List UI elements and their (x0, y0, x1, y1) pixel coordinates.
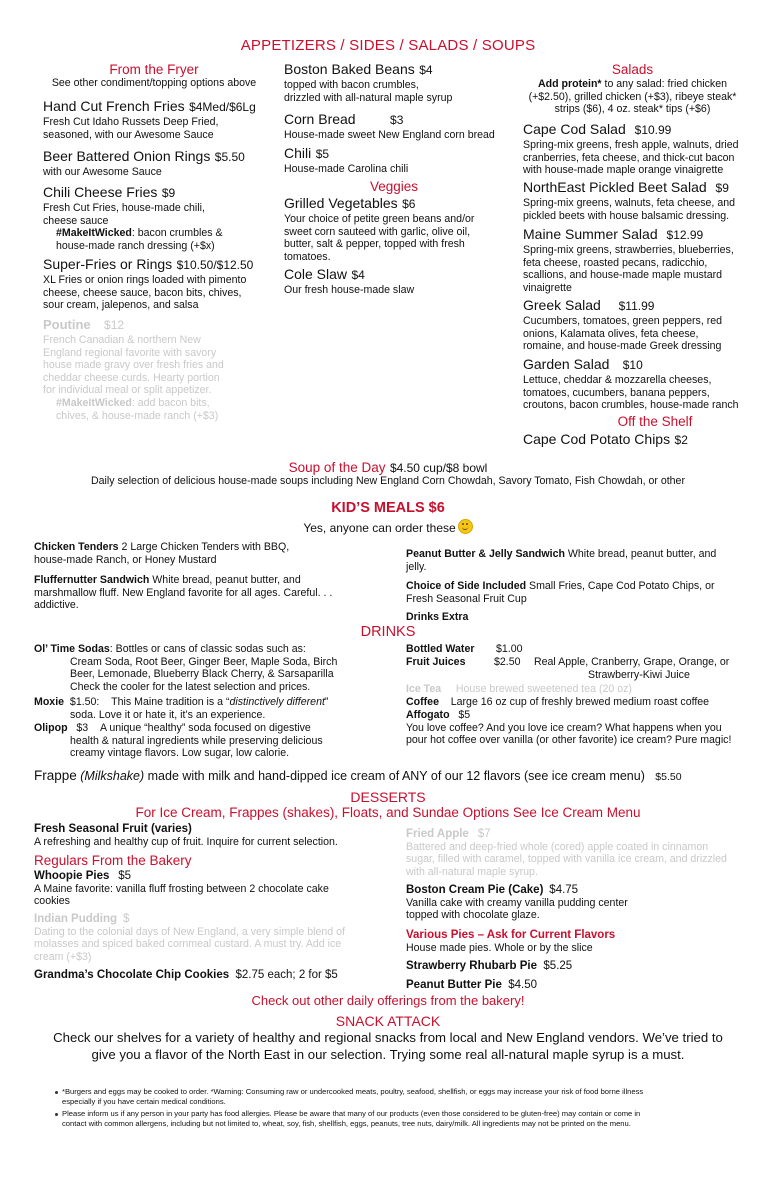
item-desc: Battered and deep-fried whole (cored) apple coated in cinnamon (406, 840, 709, 853)
drink-item-water (406, 643, 761, 656)
menu-item-chili-fries (43, 184, 278, 252)
item-desc: vinaigrette (523, 281, 572, 294)
protein-text: to any salad: fried chicken (601, 78, 727, 90)
item-desc: cheese sauce (43, 214, 109, 227)
fryer-section (34, 62, 274, 90)
item-desc: House-made Carolina chili (284, 163, 409, 175)
item-desc: cream (+$3) (34, 950, 92, 963)
item-price: $5.25 (543, 960, 573, 972)
smile-icon (458, 519, 473, 534)
item-price: $6 (402, 197, 416, 211)
item-desc: Our fresh house-made slaw (284, 284, 415, 296)
item-name: Fruit Juices (406, 656, 466, 668)
item-desc: : add bacon bits, (131, 396, 210, 409)
item-desc: Cucumbers, tomatoes, green peppers, red (523, 315, 723, 327)
item-desc: made with milk and hand-dipped ice cream of ANY of our 12 flavors (see ice cream menu) (144, 769, 645, 783)
item-desc: Cream Soda, Root Beer, Ginger Beer, Maple Soda, Birch (70, 655, 338, 668)
footnote-text: especially if you have certain medical conditions. (62, 1097, 226, 1106)
item-name: Chili Cheese Fries (43, 184, 158, 200)
item-desc: Check the cooler for the latest selection and prices. (70, 680, 311, 693)
item-desc: A refreshing and healthy cup of fruit. Inquire for current selection. (34, 835, 338, 848)
item-name: Moxie (34, 696, 65, 708)
item-desc: Real Apple, Cranberry, Grape, Orange, or (534, 656, 730, 668)
item-price: $12.99 (666, 228, 704, 242)
item-desc: Vanilla cake with creamy vanilla pudding center (406, 896, 628, 909)
drink-item-moxie (34, 696, 379, 721)
item-name: Strawberry Rhubarb Pie (406, 960, 538, 972)
item-desc: Dating to the colonial days of New England, a very simple blend of (34, 925, 345, 938)
drink-item-frappe (34, 768, 774, 783)
item-name: Grandma’s Chocolate Chip Cookies (34, 969, 230, 981)
item-price: $5.50 (655, 771, 682, 783)
menu-item-super-fries (43, 256, 278, 312)
drink-item-olipop (34, 722, 379, 760)
drinks-title: DRINKS (360, 624, 416, 640)
item-desc: House-made sweet New England corn bread (284, 129, 495, 141)
item-name: Beer Battered Onion Rings (43, 148, 211, 164)
item-price: $4.50 (508, 979, 538, 991)
item-desc: Spring-mix greens, strawberries, blueberries, (523, 244, 734, 256)
page-title: APPETIZERS / SIDES / SALADS / SOUPS (240, 37, 536, 54)
drink-item-coffee (406, 696, 761, 709)
item-price: $7 (477, 828, 491, 840)
item-desc: house made gravy over fresh fries and (43, 359, 224, 372)
protein-note (520, 78, 745, 116)
menu-item-onion-rings (43, 148, 278, 179)
drink-item-sodas (34, 643, 379, 693)
snack-line: Check our shelves for a variety of healthy and regional snacks from local and New England vendors. We’ve tried to (53, 1030, 723, 1045)
item-name: Chili (284, 145, 312, 161)
item-name: Whoopie Pies (34, 870, 110, 882)
soup-price: $4.50 cup/$8 bowl (389, 461, 488, 475)
salads-title: Salads (611, 62, 654, 77)
item-name: Boston Baked Beans (284, 61, 415, 77)
item-price: $5.50 (214, 150, 245, 164)
menu-item-poutine (43, 316, 278, 422)
item-desc: sour cream, jalepenos, and salsa (43, 299, 199, 312)
item-desc: cookies (34, 895, 70, 908)
kids-title: KID’S MEALS $6 (331, 500, 445, 516)
item-name: Peanut Butter Pie (406, 979, 502, 991)
desserts-title: DESSERTS (350, 789, 426, 805)
item-desc: Fresh Cut Fries, house-made chili, (43, 202, 205, 214)
item-desc: Fresh Cut Idaho Russets Deep Fried, (43, 116, 219, 128)
item-price: $4 (419, 63, 433, 77)
item-name: Indian Pudding (34, 913, 118, 925)
make-it-wicked-tag: #MakeItWicked (56, 227, 132, 240)
menu-item-chili (284, 145, 519, 176)
item-desc: with house-made maple orange vinaigrette (523, 164, 724, 177)
drink-item-juices (406, 656, 761, 682)
item-name: Affogato (406, 709, 450, 721)
snack-text (0, 1030, 776, 1063)
snack-title: SNACK ATTACK (335, 1013, 441, 1029)
footnote-allergy (55, 1109, 752, 1129)
item-name: Fluffernutter Sandwich (34, 574, 150, 586)
item-desc: house-made ranch dressing (+$x) (56, 239, 215, 252)
item-name: Cape Cod Salad (523, 121, 626, 137)
item-desc: cranberries, feta cheese, and thick-cut bacon (523, 151, 735, 164)
veggies-title: Veggies (369, 179, 419, 194)
footnote-consumer-warning (55, 1087, 752, 1107)
item-desc: molasses and spiced baked cornmeal custard. A must try. Add ice (34, 938, 342, 951)
item-name: Peanut Butter & Jelly Sandwich (406, 548, 565, 560)
protein-label: Add protein* (538, 78, 602, 90)
item-name: Coffee (406, 696, 439, 708)
item-desc: cheddar cheese curds. Hearty portion (43, 371, 220, 384)
item-desc: drizzled with all-natural maple syrup (284, 91, 453, 104)
protein-text: strips ($6), 4 oz. steak* tips (+$6) (554, 103, 711, 116)
item-name: Chicken Tenders (34, 541, 119, 553)
item-price: $11.99 (618, 299, 655, 313)
menu-item-baked-beans (284, 61, 519, 104)
item-desc: with our Awesome Sauce (43, 166, 162, 178)
item-desc: scallions, and house-made maple mustard (523, 269, 723, 282)
item-desc: jelly. (406, 560, 427, 573)
item-name: Bottled Water (406, 643, 475, 655)
item-name: Fresh Seasonal Fruit (varies) (34, 823, 192, 835)
menu-item-fries (43, 98, 278, 141)
item-desc: England regional favorite with savory (43, 346, 217, 359)
item-desc: house-made Ranch, or Honey Mustard (34, 553, 217, 566)
item-desc: ” (324, 696, 329, 708)
dessert-item-whoopie (34, 870, 394, 908)
item-desc: pickled beets with house balsamic dressing. (523, 209, 730, 222)
item-price: $5 (458, 709, 471, 721)
item-name: Hand Cut French Fries (43, 98, 185, 114)
item-price: $1.50: (69, 696, 100, 708)
menu-item-greek-salad (523, 297, 763, 353)
dessert-item-fruit (34, 823, 394, 848)
footnote-text: Please inform us if any person in your party has food allergies. Please be aware that many of our products (even those considered to be gluten-free) may contain or come in (62, 1109, 641, 1118)
item-desc: : bacon crumbles & (131, 227, 223, 240)
item-name: Frappe (34, 768, 77, 783)
bakery-title: Regulars From the Bakery (34, 853, 192, 868)
item-desc: chives, & house-made ranch (+$3) (56, 409, 219, 422)
kids-item-tenders (34, 541, 379, 566)
item-desc: Your choice of petite green beans and/or (284, 213, 475, 225)
item-price: $4Med/$6Lg (189, 100, 256, 114)
item-name: NorthEast Pickled Beet Salad (523, 179, 707, 195)
menu-item-potato-chips (523, 431, 763, 449)
item-name: Choice of Side Included (406, 580, 527, 592)
bullet-icon (55, 1113, 58, 1116)
item-price: $10 (622, 358, 643, 372)
protein-text: (+$2.50), grilled chicken (+$3), ribeye steak* (528, 90, 737, 103)
item-name: Corn Bread (284, 111, 356, 127)
item-desc: seasoned, with our Awesome Sauce (43, 128, 214, 141)
item-desc: sweet corn sauteed with garlic, olive oil, (284, 225, 471, 238)
item-desc: Spring-mix greens, fresh apple, walnuts, dried (523, 139, 739, 151)
item-price: $9 (715, 181, 729, 195)
item-desc: cheese, cheese sauce, bacon bits, chives, (43, 286, 242, 299)
item-desc: Fresh Seasonal Fruit Cup (406, 592, 527, 605)
item-name: Grilled Vegetables (284, 195, 398, 211)
item-name: Poutine (43, 317, 91, 332)
item-name: Garden Salad (523, 356, 610, 372)
item-desc: XL Fries or onion rings loaded with pimento (43, 274, 247, 286)
item-name: Olipop (34, 722, 68, 734)
item-desc: with all-natural maple syrup. (406, 865, 538, 878)
dessert-item-peanut-butter-pie (406, 979, 771, 991)
footnote-text: *Burgers and eggs may be cooked to order. *Warning: Consuming raw or undercooked meats, poultry, seafood, shellfish, or eggs may increase your risk of food borne illness (62, 1087, 644, 1096)
item-desc: Lettuce, cheddar & mozzarella cheeses, (523, 374, 712, 386)
item-price: $4.75 (549, 884, 579, 896)
item-desc: marshmallow fluff. New England favorite for all ages. Careful. . . (34, 586, 333, 599)
item-desc: feta cheese, roasted pecans, radicchio, (523, 256, 708, 269)
kids-item-side (406, 580, 751, 605)
menu-item-maine-summer-salad (523, 226, 763, 294)
item-price: $10.50/$12.50 (176, 258, 254, 272)
menu-item-grilled-vegetables (284, 195, 519, 263)
drink-item-affogato (406, 709, 771, 747)
item-desc: French Canadian & northern New (43, 334, 201, 346)
item-name: Ol’ Time Sodas (34, 643, 110, 655)
item-desc: You love coffee? And you love ice cream? What happens when you (406, 721, 722, 734)
item-name: Super-Fries or Rings (43, 256, 173, 272)
dessert-item-fried-apple (406, 828, 771, 878)
item-name: Various Pies – Ask for Current Flavors (406, 929, 616, 941)
item-price: $9 (161, 186, 176, 200)
item-price: $ (122, 913, 130, 925)
off-the-shelf-title: Off the Shelf (617, 414, 693, 429)
item-desc: croutons, bacon crumbles, house-made ranch (523, 399, 739, 412)
drink-item-ice-tea (406, 683, 761, 696)
item-desc: House brewed sweetened tea (20 oz) (455, 683, 632, 695)
item-price: $12 (104, 318, 125, 332)
item-name-italic: (Milkshake) (80, 769, 145, 783)
menu-item-cole-slaw (284, 266, 519, 297)
item-price: $4 (351, 268, 365, 282)
item-desc: : Bottles or cans of classic sodas such as: (109, 643, 306, 655)
soup-title: Soup of the Day (288, 460, 386, 475)
item-desc: White bread, peanut butter, and (564, 548, 717, 560)
item-desc: House made pies. Whole or by the slice (406, 941, 593, 954)
item-desc: A Maine favorite: vanilla fluff frosting between 2 chocolate cake (34, 882, 329, 895)
kids-subtitle: Yes, anyone can order these (303, 521, 456, 535)
item-desc: This Maine tradition is a “ (111, 696, 230, 708)
dessert-item-indian-pudding (34, 913, 394, 963)
desserts-subtitle: For Ice Cream, Frappes (shakes), Floats, and Sundae Options See Ice Cream Menu (135, 805, 641, 820)
item-price: $3 (76, 722, 89, 734)
item-desc: Spring-mix greens, walnuts, feta cheese, and (523, 197, 735, 209)
item-desc: romaine, and house-made Greek dressing (523, 340, 722, 353)
item-desc: topped with bacon crumbles, (284, 79, 419, 91)
kids-item-fluffernutter (34, 574, 379, 612)
item-desc: topped with chocolate glaze. (406, 909, 540, 922)
dessert-item-strawberry-rhubarb (406, 960, 771, 972)
item-desc: A unique “healthy” soda focused on digestive (99, 722, 311, 734)
snack-line: give you a flavor of the North East in our selection. Trying some real all-natural maple syrup is a must. (91, 1046, 685, 1062)
item-desc: Small Fries, Cape Cod Potato Chips, or (526, 580, 715, 592)
kids-subtitle-row (0, 519, 776, 535)
item-price: $3 (390, 113, 404, 127)
bullet-icon (55, 1091, 58, 1094)
item-desc: soda. Love it or hate it, it’s an experience. (70, 708, 266, 721)
bakery-check-out: Check out other daily offerings from the bakery! (251, 993, 525, 1008)
item-price: $5 (118, 870, 132, 882)
item-desc: pour hot coffee over vanilla (or other favorite) ice cream? Pure magic! (406, 734, 732, 747)
fryer-subtitle: See other condiment/topping options above (51, 77, 257, 89)
item-name: Greek Salad (523, 297, 601, 313)
menu-item-garden-salad (523, 356, 763, 412)
item-name: Maine Summer Salad (523, 226, 658, 242)
footnote-text: contact with common allergens, including but not limited to, wheat, soy, fish, shellfish, eggs, peanuts, tree nuts, dairy/milk. All ingredients may not be printed on the menu. (62, 1119, 631, 1128)
dessert-item-cookies (34, 969, 394, 981)
item-desc: tomatoes, cucumbers, banana peppers, (523, 386, 710, 399)
item-desc: sugar, filled with caramel, topped with vanilla ice cream, and drizzled (406, 853, 727, 866)
item-desc: Beer, Lemonade, Blueberry Black Cherry, & Sarsaparilla (70, 668, 334, 681)
item-desc: addictive. (34, 599, 79, 612)
item-desc-italic: distinctively different (229, 696, 325, 708)
menu-item-cape-cod-salad (523, 121, 763, 177)
item-price: $10.99 (634, 123, 672, 137)
item-desc: Strawberry-Kiwi Juice (588, 669, 690, 681)
item-name: Boston Cream Pie (Cake) (406, 884, 544, 896)
item-desc: health & natural ingredients while preserving delicious (70, 734, 323, 747)
make-it-wicked-tag: #MakeItWicked (56, 396, 132, 409)
item-name: Cape Cod Potato Chips (523, 431, 671, 447)
item-desc: onions, Kalamata olives, feta cheese, (523, 327, 699, 340)
soup-desc: Daily selection of delicious house-made soups including New England Corn Chowdah, Savory Tomato, Fish Chowdah, or other (91, 475, 685, 487)
item-desc: Large 16 oz cup of freshly brewed medium roast coffee (450, 696, 710, 708)
kids-item-pbj (406, 548, 751, 573)
item-price: $1.00 (496, 643, 523, 655)
menu-item-corn-bread (284, 111, 519, 142)
item-price: $2.50 (494, 656, 521, 668)
item-price: $2.75 each; 2 for $5 (235, 969, 338, 981)
item-name: Ice Tea (406, 683, 442, 695)
item-desc: butter, salt & pepper, topped with fresh (284, 238, 465, 251)
item-desc: for individual meal or split appetizer. (43, 384, 212, 397)
menu-item-beet-salad (523, 179, 763, 222)
dessert-item-various-pies (406, 929, 771, 954)
fryer-title: From the Fryer (109, 62, 199, 77)
item-desc: White bread, peanut butter, and (149, 574, 301, 586)
item-desc: creamy vintage flavors. Low sugar, low calorie. (70, 747, 290, 760)
item-desc: tomatoes. (284, 250, 331, 263)
item-price: $2 (674, 433, 688, 447)
item-price: $5 (315, 147, 330, 161)
item-name: Fried Apple (406, 828, 469, 840)
dessert-item-boston-cream (406, 884, 771, 922)
drinks-extra: Drinks Extra (406, 611, 469, 623)
item-desc: 2 Large Chicken Tenders with BBQ, (118, 541, 290, 553)
item-name: Cole Slaw (284, 266, 348, 282)
